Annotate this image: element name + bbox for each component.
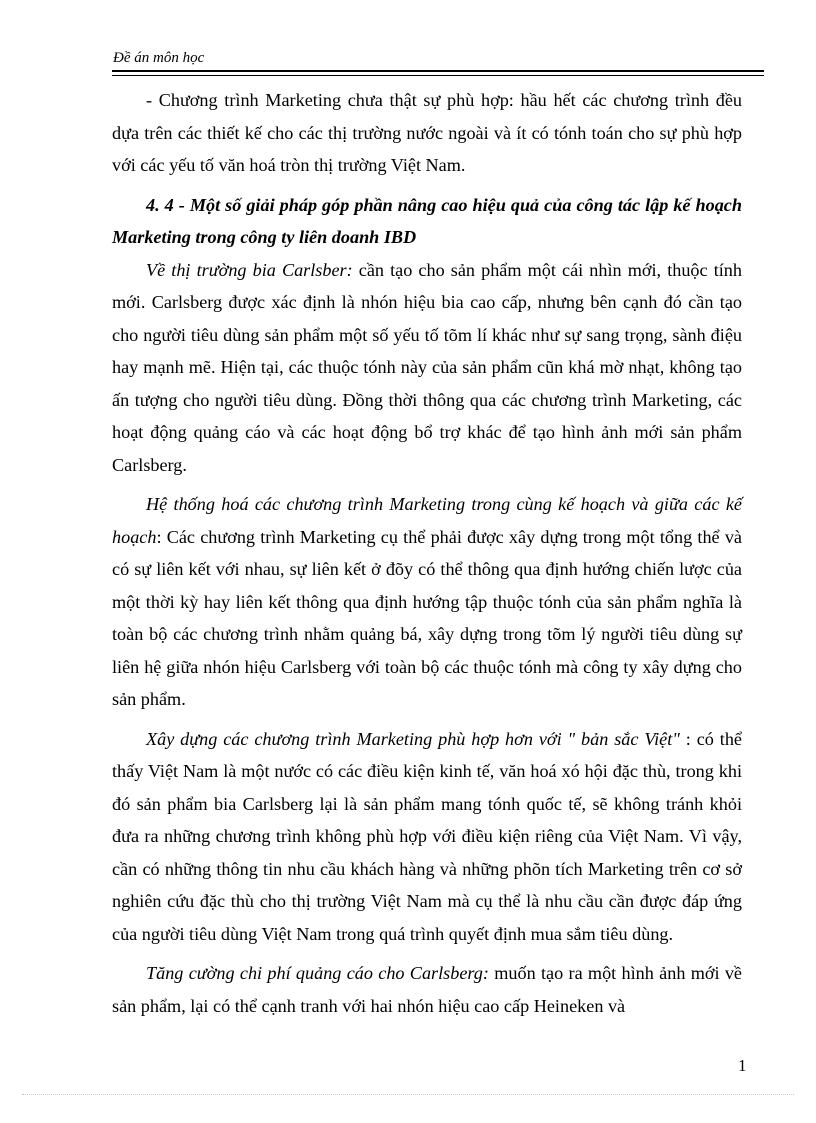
header-rule-thin <box>112 75 764 76</box>
paragraph-marketing-mismatch: - Chương trình Marketing chưa thật sự phù hợp: hầu hết các chương trình đều dựa trên các thiết kế cho các thị trường nước ngoài và ít có tónh toán cho sự phù hợp với các yếu tố văn hoá tròn thị trường Việt Nam. <box>112 90 742 175</box>
paragraph-lead: Tăng cường chi phí quảng cáo cho Carlsberg: <box>146 963 489 983</box>
page-bottom-edge <box>22 1094 794 1095</box>
paragraph-text: muốn tạo ra một hình ảnh mới về sản phẩm, lại có thể cạnh tranh với hai nhón hiệu cao cấp Heineken và <box>112 963 742 1016</box>
document-body <box>112 84 742 1022</box>
paragraph-carlsberg-market <box>112 254 742 482</box>
paragraph-text: : Các chương trình Marketing cụ thể phải được xây dựng trong một tổng thể và có sự liên kết với nhau, sự liên kết ở đõy có thể thông qua định hướng chiến lược của một thời kỳ hay liên kết thông qua định hướng tập thuộc tónh của sản phẩm nghĩa là toàn bộ các chương trình nhằm quảng bá, xây dựng trong tõm lý người tiêu dùng sự liên hệ giữa nhón hiệu Carlsberg với toàn bộ các thuộc tónh mà công ty xây dựng cho sản phẩm. <box>112 526 742 709</box>
paragraph-vietnam-identity <box>112 723 742 951</box>
header-rule-thick <box>112 70 764 72</box>
page-number: 1 <box>738 1056 747 1075</box>
paragraph-text: cần tạo cho sản phẩm một cái nhìn mới, thuộc tính mới. Carlsberg được xác định là nhón hiệu bia cao cấp, nhưng bên cạnh đó cần tạo cho người tiêu dùng sản phẩm một số yếu tố tõm lí khác như sự sang trọng, sành điệu hay mạnh mẽ. Hiện tại, các thuộc tónh này của sản phẩm cũn khá mờ nhạt, không tạo ấn tượng cho người tiêu dùng. Đồng thời thông qua các chương trình Marketing, các hoạt động quảng cáo và các hoạt động bổ trợ khác để tạo hình ảnh mới sản phẩm Carlsberg. <box>112 259 742 475</box>
paragraph-lead: Xây dựng các chương trình Marketing phù hợp hơn với " bản sắc Việt" <box>146 728 680 749</box>
page-header-title: Đề án môn học <box>113 50 205 66</box>
section-heading-4-4: 4. 4 - Một số giải pháp góp phần nâng cao hiệu quả của công tác lập kế hoạch Marketing trong công ty liên doanh IBD <box>112 194 742 247</box>
paragraph-systemize-programs <box>112 488 742 716</box>
paragraph-lead: Về thị trường bia Carlsber: <box>146 259 353 280</box>
paragraph-lead: Hệ thống hoá các chương trình Marketing trong cùng kế hoạch và giữa các kế hoạch <box>112 494 742 547</box>
paragraph-text: : có thể thấy Việt Nam là một nước có các điều kiện kinh tế, văn hoá xó hội đặc thù, trong khi đó sản phẩm bia Carlsberg lại là sản phẩm mang tónh quốc tế, sẽ không tránh khỏi đưa ra những chương trình không phù hợp với điều kiện riêng của Việt Nam. Vì vậy, cần có những thông tin nhu cầu khách hàng và những phõn tích Marketing trên cơ sở nghiên cứu đặc thù cho thị trường Việt Nam mà cụ thể là nhu cầu cần được đáp ứng của người tiêu dùng Việt Nam trong quá trình quyết định mua sắm tiêu dùng. <box>112 728 742 944</box>
paragraph-advertising-cost <box>112 957 742 1022</box>
